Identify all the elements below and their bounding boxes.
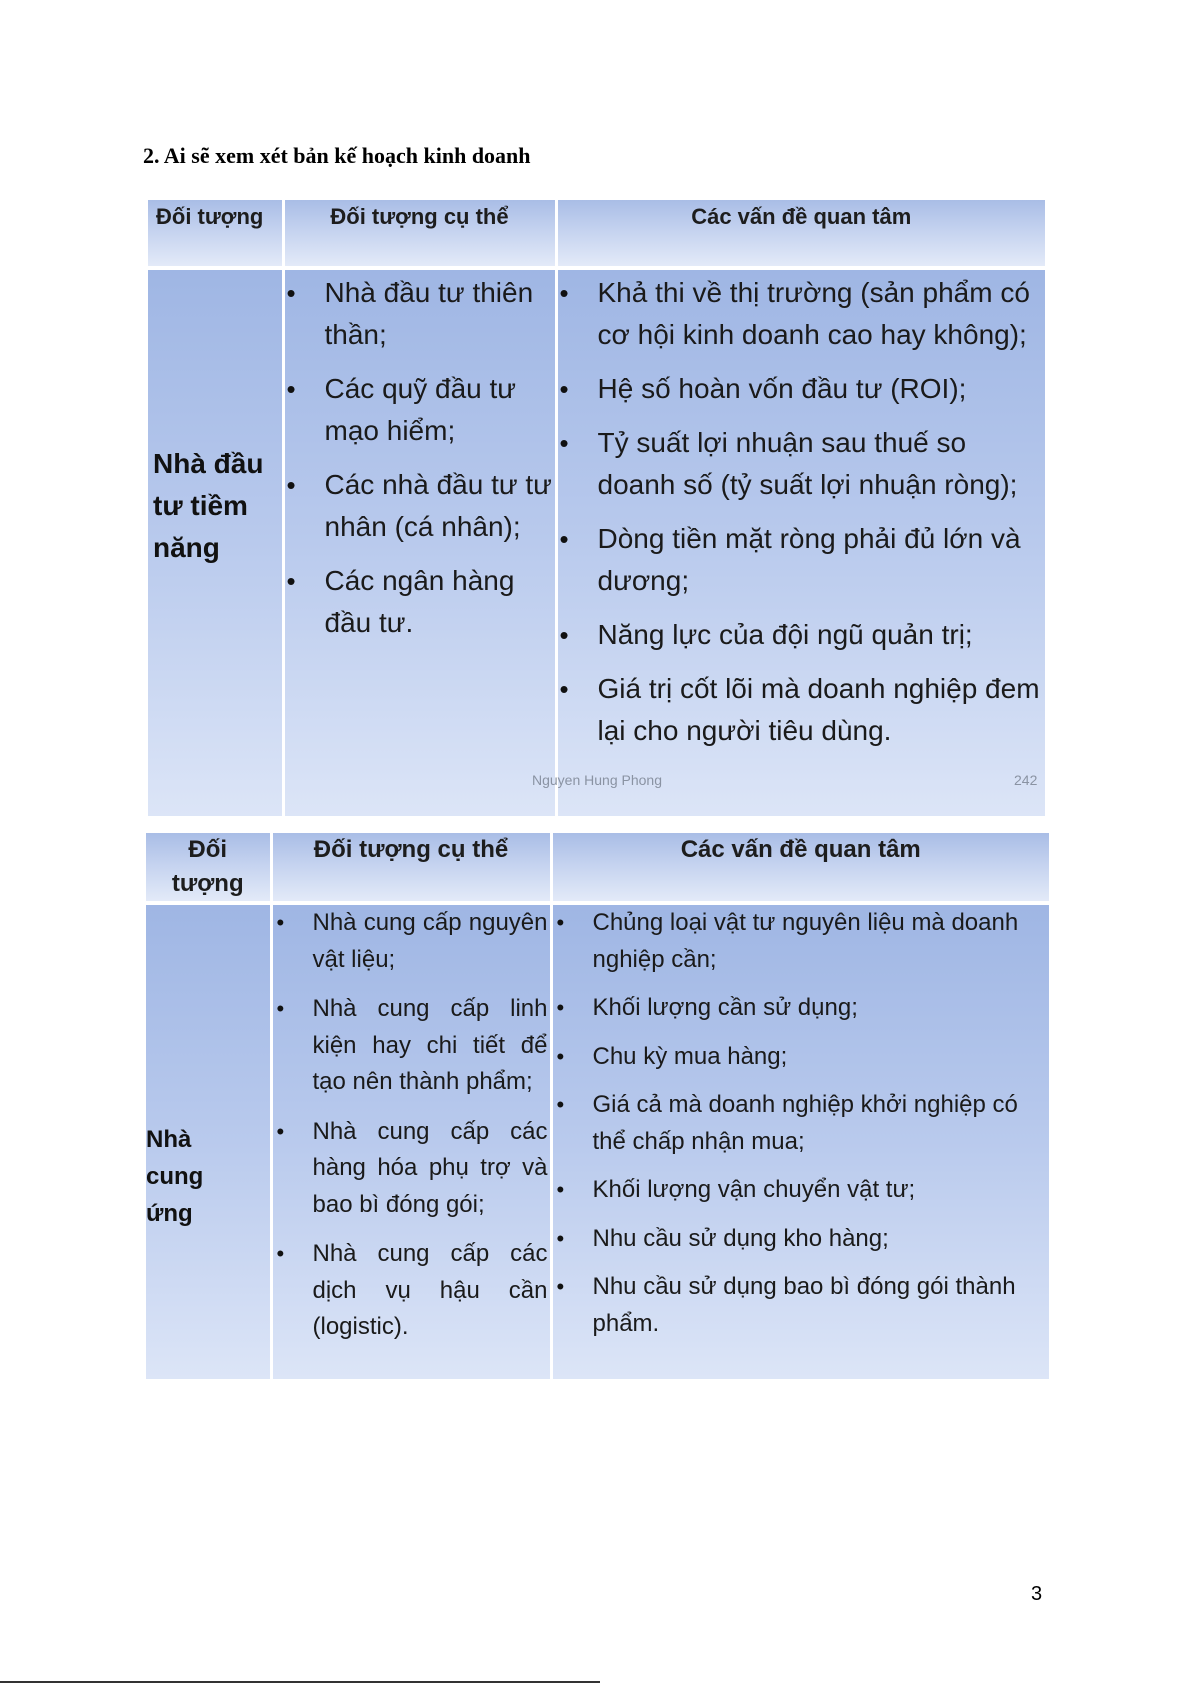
entity-cell — [146, 903, 271, 1379]
list-item: • Khả thi về thị trường (sản phẩm có cơ hội kinh doanh cao hay không); — [558, 272, 1046, 356]
list-item: • Các nhà đầu tư tư nhân (cá nhân); — [285, 464, 555, 548]
list-item: • Nhà cung cấp các dịch vụ hậu cần (logistic). — [273, 1236, 550, 1346]
list-item: • Các ngân hàng đầu tư. — [285, 560, 555, 644]
list-item: • Nhà cung cấp nguyên vật liệu; — [273, 905, 550, 978]
list-item: • Chủng loại vật tư nguyên liệu mà doanh nghiệp cần; — [553, 905, 1050, 978]
list-item: • Tỷ suất lợi nhuận sau thuế so doanh số (tỷ suất lợi nhuận ròng); — [558, 422, 1046, 506]
supplier-table — [146, 833, 1049, 1379]
specific-cell — [271, 903, 551, 1379]
slide-number: 242 — [1014, 772, 1038, 788]
page-number: 3 — [1031, 1583, 1043, 1605]
section-heading: 2. Ai sẽ xem xét bản kế hoạch kinh doanh — [143, 143, 531, 168]
header-object: Đối tượng — [146, 833, 271, 903]
header-concerns: Các vấn đề quan tâm — [556, 200, 1045, 268]
table-header-row — [146, 833, 1049, 903]
header-specific-object: Đối tượng cụ thể — [283, 200, 556, 268]
list-item: • Nhu cầu sử dụng bao bì đóng gói thành phẩm. — [553, 1269, 1050, 1342]
list-item: • Các quỹ đầu tư mạo hiểm; — [285, 368, 555, 452]
list-item: • Năng lực của đội ngũ quản trị; — [558, 614, 1046, 656]
table-row — [148, 268, 1045, 816]
footer-rule — [0, 1681, 600, 1683]
header-concerns: Các vấn đề quan tâm — [551, 833, 1049, 903]
entity-label: Nhà cung ứng — [146, 1126, 204, 1227]
list-item: • Giá trị cốt lõi mà doanh nghiệp đem lại cho người tiêu dùng. — [558, 668, 1046, 752]
list-item: • Nhu cầu sử dụng kho hàng; — [553, 1221, 1050, 1258]
list-item: • Giá cả mà doanh nghiệp khởi nghiệp có thể chấp nhận mua; — [553, 1087, 1050, 1160]
concerns-list — [553, 905, 1050, 1342]
investor-table — [148, 200, 1045, 816]
list-item: • Khối lượng vận chuyển vật tư; — [553, 1172, 1050, 1209]
specific-list — [273, 905, 550, 1346]
specific-list — [285, 272, 555, 644]
list-item: • Hệ số hoàn vốn đầu tư (ROI); — [558, 368, 1046, 410]
header-object: Đối tượng — [148, 200, 283, 268]
concerns-cell — [551, 903, 1049, 1379]
entity-cell — [148, 268, 283, 816]
list-item: • Dòng tiền mặt ròng phải đủ lớn và dương; — [558, 518, 1046, 602]
specific-cell — [283, 268, 556, 816]
table-header-row — [148, 200, 1045, 268]
slide-watermark: Nguyen Hung Phong — [532, 772, 662, 788]
concerns-cell — [556, 268, 1045, 816]
list-item: • Nhà cung cấp linh kiện hay chi tiết để tạo nên thành phẩm; — [273, 991, 550, 1101]
entity-label: Nhà đầu tư tiềm năng — [153, 448, 264, 563]
concerns-list — [558, 272, 1046, 752]
list-item: • Chu kỳ mua hàng; — [553, 1039, 1050, 1076]
list-item: • Nhà đầu tư thiên thần; — [285, 272, 555, 356]
table-row — [146, 903, 1049, 1379]
header-specific-object: Đối tượng cụ thể — [271, 833, 551, 903]
list-item: • Nhà cung cấp các hàng hóa phụ trợ và bao bì đóng gói; — [273, 1114, 550, 1224]
list-item: • Khối lượng cần sử dụng; — [553, 990, 1050, 1027]
